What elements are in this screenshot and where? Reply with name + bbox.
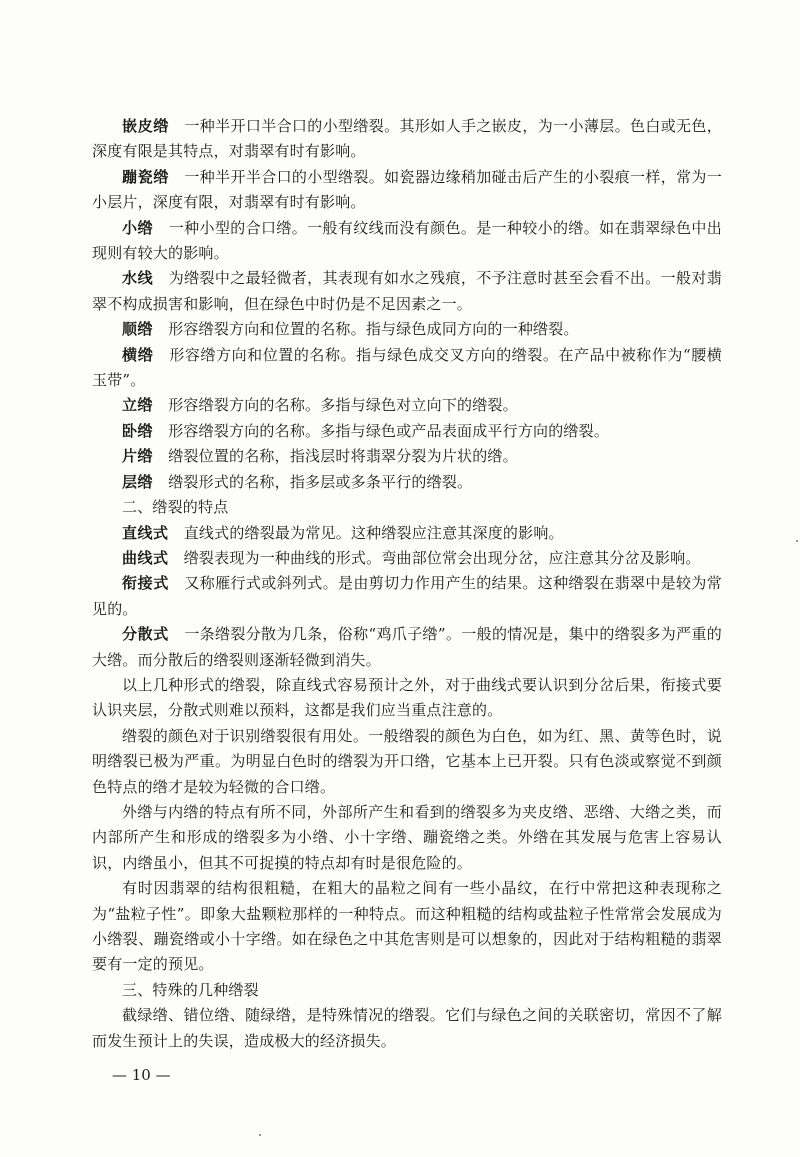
section-heading-3: 三、特殊的几种绺裂 <box>122 980 259 999</box>
entry-text: 一种半开半合口的小型绺裂。如瓷器边缘稍加碰击后产生的小裂痕一样，常为一小层片，深度有限，对翡翠有时有影响。 <box>92 167 722 212</box>
scan-speck <box>259 1134 261 1136</box>
entry-hengliu <box>92 343 722 394</box>
entry-woliu <box>92 419 722 444</box>
entry-term: 嵌皮绺 <box>122 117 169 135</box>
entry-fensan <box>92 622 722 673</box>
body-paragraph: 以上几种形式的绺裂，除直线式容易预计之外，对于曲线式要认识到分岔后果，衔接式要认识夹层，分散式则难以预料，这都是我们应当重点注意的。 <box>92 675 722 720</box>
entry-text: 一条绺裂分散为几条，俗称“鸡爪子绺”。一般的情况是，集中的绺裂多为严重的大绺。而分散后的绺裂则逐渐轻微到消失。 <box>92 625 722 669</box>
entry-text: 直线式的绺裂最为常见。这种绺裂应注意其深度的影响。 <box>183 523 564 542</box>
entry-text: 绺裂形式的名称，指多层或多条平行的绺裂。 <box>168 472 473 491</box>
entry-cengliu <box>92 470 722 495</box>
entry-term: 立绺 <box>122 396 154 415</box>
entry-text: 为绺裂中之最轻微者，其表现有如水之残痕，不予注意时甚至会看不出。一般对翡翠不构成损害和影响，但在绿色中时仍是不足因素之一。 <box>92 269 722 313</box>
entry-term: 顺绺 <box>122 320 154 339</box>
entry-text: 形容绺裂方向和位置的名称。指与绿色成同方向的一种绺裂。 <box>168 320 579 339</box>
entry-term: 水线 <box>122 269 154 288</box>
entry-term: 分散式 <box>122 625 169 644</box>
section-heading-2: 二、绺裂的特点 <box>122 498 229 517</box>
entry-text: 绺裂位置的名称，指浅层时将翡翠分裂为片状的绺。 <box>168 447 518 466</box>
entry-term: 层绺 <box>122 472 154 491</box>
entry-text: 一种小型的合口绺。一般有纹线而没有颜色。是一种较小的绺。如在翡翠绿色中出现则有较大的影响。 <box>92 218 722 263</box>
entry-text: 又称雁行式或斜列式。是由剪切力作用产生的结果。这种绺裂在翡翠中是较为常见的。 <box>92 574 722 618</box>
page-content <box>92 114 722 1054</box>
entry-term: 蹦瓷绺 <box>122 167 169 186</box>
entry-shuixian <box>92 266 722 317</box>
entry-term: 横绺 <box>122 345 154 364</box>
final-paragraph: 截绿绺、错位绺、随绿绺，是特殊情况的绺裂。它们与绿色之间的关联密切，常因不了解而发生预计上的失误，造成极大的经济损失。 <box>92 1006 722 1050</box>
body-paragraph: 有时因翡翠的结构很粗糙，在粗大的晶粒之间有一些小晶纹，在行中常把这种表现称之为“盐粒子性”。即象大盐颗粒那样的一种特点。而这种粗糙的结构或盐粒子性常常会发展成为小绺裂、蹦瓷绺或小十字绺。如在绿色之中其危害则是可以想象的，因此对于结构粗糙的翡翠要有一定的预见。 <box>92 879 722 974</box>
body-paragraph: 外绺与内绺的特点有所不同，外部所产生和看到的绺裂多为夹皮绺、恶绺、大绺之类，而内部所产生和形成的绺裂多为小绺、小十字绺、蹦瓷绺之类。外绺在其发展与危害上容易认识，内绺虽小，但其不可捉摸的特点却有时是很危险的。 <box>92 802 722 872</box>
entry-text: 绺裂表现为一种曲线的形式。弯曲部位常会出现分岔，应注意其分岔及影响。 <box>183 548 701 567</box>
entry-term: 直线式 <box>122 523 169 542</box>
entry-term: 片绺 <box>122 447 154 466</box>
entry-pianliu <box>92 444 722 469</box>
entry-zhixian <box>92 521 722 546</box>
entry-xiaoliu <box>92 216 722 267</box>
entry-xianjie <box>92 571 722 622</box>
entry-term: 衔接式 <box>122 574 169 593</box>
entry-text: 形容绺裂方向的名称。多指与绿色对立向下的绺裂。 <box>168 396 518 415</box>
scan-speck <box>796 540 798 542</box>
body-paragraph: 绺裂的颜色对于识别绺裂很有用处。一般绺裂的颜色为白色，如为红、黑、黄等色时，说明绺裂已极为严重。为明显白色时的绺裂为开口绺，它基本上已开裂。只有色淡或察觉不到颜色特点的绺才是较为轻微的合口绺。 <box>92 726 722 796</box>
entry-term: 卧绺 <box>122 421 154 440</box>
entry-liliu <box>92 393 722 418</box>
entry-text: 形容绺方向和位置的名称。指与绿色成交叉方向的绺裂。在产品中被称作为“腰横玉带”。 <box>92 345 722 390</box>
entry-text: 一种半开口半合口的小型绺裂。其形如人手之嵌皮，为一小薄层。色白或无色，深度有限是其特点，对翡翠有时有影响。 <box>92 117 722 161</box>
entry-bengci <box>92 165 722 216</box>
entry-qianpi <box>92 114 722 165</box>
entry-shunliu <box>92 317 722 342</box>
entry-text: 形容绺裂方向的名称。多指与绿色或产品表面成平行方向的绺裂。 <box>168 421 610 440</box>
entry-quxian <box>92 546 722 571</box>
entry-term: 小绺 <box>122 218 154 237</box>
entry-term: 曲线式 <box>122 548 169 567</box>
page-number: — 10 — <box>112 1066 171 1084</box>
